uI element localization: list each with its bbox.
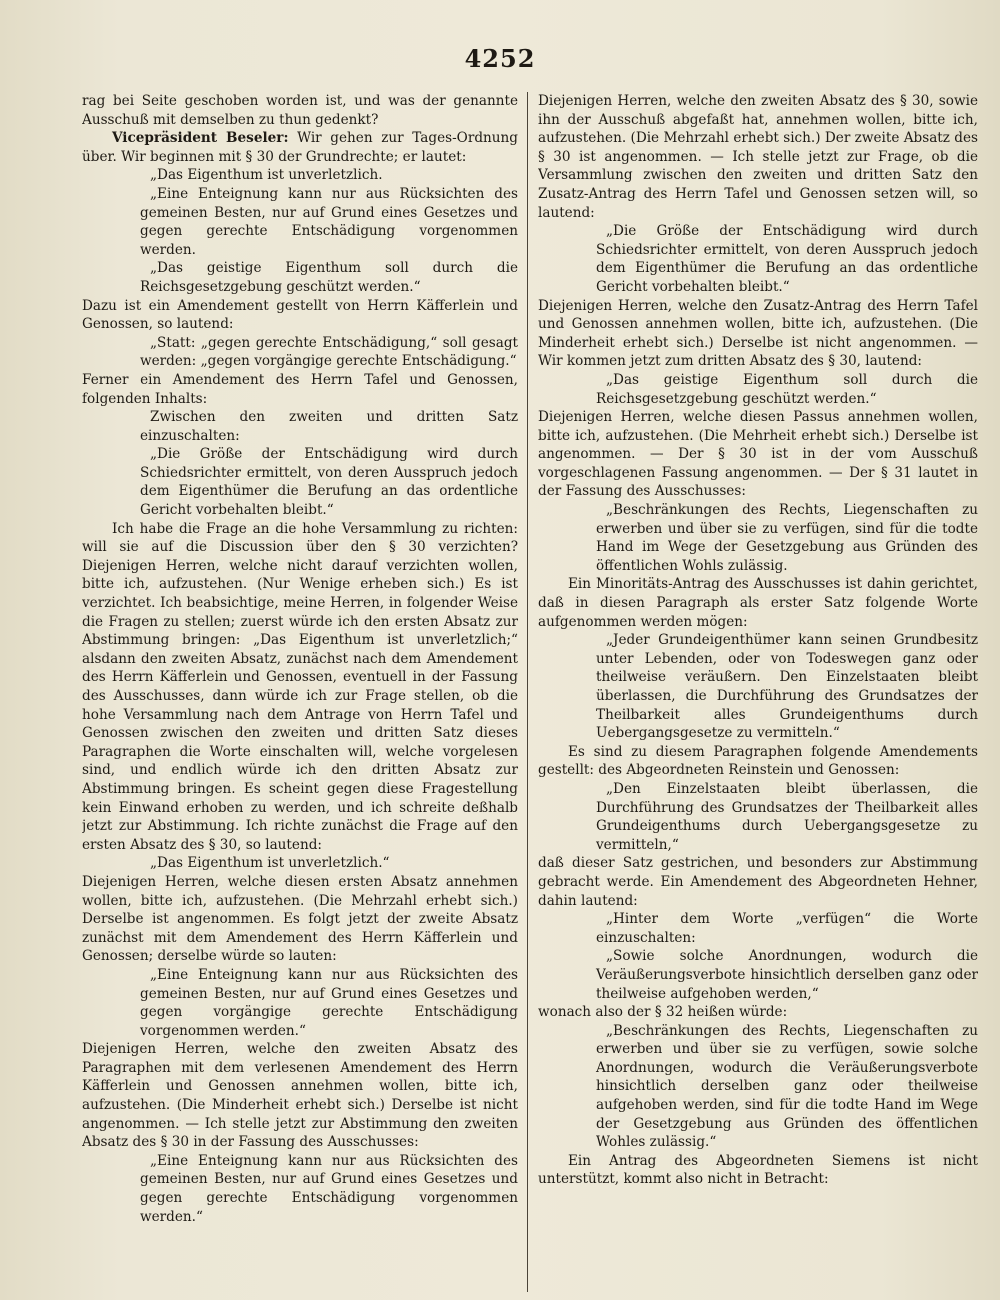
paragraph: Diejenigen Herren, welche den Zusatz-Antrag des Herrn Tafel und Genossen annehmen wollen, bitte ich, aufzustehen. (Die Minderheit erhebt sich.) Derselbe ist nicht angenommen. — Wir kommen jetzt zum dritten Absatz des § 30, lautend: [538, 297, 978, 370]
quoted-paragraph: „Den Einzelstaaten bleibt überlassen, die Durchführung des Grundsatzes der Theilbarkeit alles Grundeigenthums durch Uebergangsgesetze zu vermitteln,“ [596, 780, 978, 853]
paragraph: Ein Minoritäts-Antrag des Ausschusses ist dahin gerichtet, daß in diesen Paragraph als erster Satz folgende Worte aufgenommen werden mögen: [538, 576, 978, 630]
paragraph: Ferner ein Amendement des Herrn Tafel und Genossen, folgenden Inhalts: [82, 371, 518, 407]
quoted-paragraph: „Das geistige Eigenthum soll durch die Reichsgesetzgebung geschützt werden.“ [596, 371, 978, 407]
quoted-paragraph: „Eine Enteignung kann nur aus Rücksichten des gemeinen Besten, nur auf Grund eines Gesetzes und gegen vorgängige gerechte Entschädigung vorgenommen werden.“ [140, 966, 518, 1039]
paragraph: Diejenigen Herren, welche diesen Passus annehmen wollen, bitte ich, aufzustehen. (Die Mehrheit erhebt sich.) Derselbe ist angenommen. — Der § 30 ist in der vom Ausschuß vorgeschlagenen Fassung angenommen. — Der § 31 lautet in der Fassung des Ausschusses: [538, 409, 978, 500]
quoted-paragraph: „Hinter dem Worte „verfügen“ die Worte einzuschalten: [596, 911, 978, 946]
quoted-paragraph: „Statt: „gegen gerechte Entschädigung,“ soll gesagt werden: „gegen vorgängige gerechte Entschädigung.“ [140, 334, 518, 370]
quoted-paragraph: „Das Eigenthum ist unverletzlich. [150, 167, 383, 184]
speech-text: Wir gehen zur Tages-Ordnung über. Wir beginnen mit § 30 der Grundrechte; er lautet: [82, 130, 518, 165]
quoted-paragraph: „Eine Enteignung kann nur aus Rücksichten des gemeinen Besten, nur auf Grund eines Gesetzes und gegen gerechte Entschädigung vorgenommen werden. [140, 185, 518, 258]
paragraph [82, 129, 518, 166]
quoted-paragraph: „Die Größe der Entschädigung wird durch Schiedsrichter ermittelt, von deren Ausspruch jedoch dem Eigenthümer die Berufung an das ordentliche Gericht vorbehalten bleibt.“ [596, 223, 978, 295]
paragraph: Diejenigen Herren, welche diesen ersten Absatz annehmen wollen, bitte ich, aufzustehen. (Die Mehrzahl erhebt sich.) Derselbe ist angenommen. Es folgt jetzt der zweite Absatz zunächst mit dem Amendement des Herrn Käfferlein und Genossen; derselbe würde so lauten: [82, 873, 518, 965]
quoted-paragraph: „Eine Enteignung kann nur aus Rücksichten des gemeinen Besten, nur auf Grund eines Gesetzes und gegen gerechte Entschädigung vorgenommen werden.“ [140, 1152, 518, 1225]
quoted-paragraph: „Die Größe der Entschädigung wird durch Schiedsrichter ermittelt, von deren Ausspruch jedoch dem Eigenthümer die Berufung an das ordentliche Gericht vorbehalten bleibt.“ [140, 446, 518, 519]
left-column [82, 92, 518, 1292]
column-divider [527, 92, 528, 1292]
paragraph: wonach also der § 32 heißen würde: [538, 1004, 788, 1021]
quoted-paragraph: „Jeder Grundeigenthümer kann seinen Grundbesitz unter Lebenden, oder von Todeswegen ganz oder theilweise veräußern. Den Einzelstaaten bleibt überlassen, die Durchführung des Grundsatzes der Theilbarkeit alles Grundeigenthums durch Uebergangsgesetze zu vermitteln.“ [596, 632, 978, 742]
quoted-paragraph: „Das Eigenthum ist unverletzlich.“ [150, 855, 390, 872]
speaker-name: Vicepräsident Beseler: [112, 130, 289, 147]
paragraph: Ich habe die Frage an die hohe Versammlung zu richten: will sie auf die Discussion über den § 30 verzichten? Diejenigen Herren, welche nicht darauf verzichten wollen, bitte ich, aufzustehen. (Nur Wenige erheben sich.) Es ist verzichtet. Ich beabsichtige, meine Herren, in folgender Weise die Fragen zu stellen; zuerst würde ich den ersten Absatz zur Abstimmung bringen: „Das Eigenthum ist unverletzlich;“ alsdann den zweiten Absatz, zunächst nach dem Amendement des Herrn Käfferlein und Genossen, eventuell in der Fassung des Ausschusses, dann würde ich zur Frage stellen, ob die hohe Versammlung nach dem Antrage von Herrn Tafel und Genossen zwischen den zweiten und dritten Satz dieses Paragraphen die Worte einschalten will, welche vorgelesen sind, und endlich würde ich den dritten Absatz zur Abstimmung bringen. Es scheint gegen diese Fragestellung kein Einwand erhoben zu werden, und ich schreite deßhalb jetzt zur Abstimmung. Ich richte zunächst die Frage auf den ersten Absatz des § 30, so lautend: [82, 520, 518, 853]
quoted-paragraph: „Beschränkungen des Rechts, Liegenschaften zu erwerben und über sie zu verfügen, sind für die todte Hand im Wege der Gesetzgebung aus Gründen des öffentlichen Wohls zulässig. [596, 502, 978, 574]
quoted-paragraph: Zwischen den zweiten und dritten Satz einzuschalten: [140, 409, 518, 444]
page-number: 4252 [464, 44, 536, 73]
paragraph: Diejenigen Herren, welche den zweiten Absatz des Paragraphen mit dem verlesenen Amendement des Herrn Käfferlein und Genossen annehmen wollen, bitte ich, aufzustehen. (Die Minderheit erhebt sich.) Derselbe ist nicht angenommen. — Ich stelle jetzt zur Abstimmung den zweiten Absatz des § 30 in der Fassung des Ausschusses: [82, 1041, 518, 1151]
paragraph: rag bei Seite geschoben worden ist, und was der genannte Ausschuß mit demselben zu thun gedenkt? [82, 93, 518, 128]
quoted-paragraph: „Sowie solche Anordnungen, wodurch die Veräußerungsverbote hinsichtlich derselben ganz oder theilweise aufgehoben werden,“ [596, 948, 978, 1002]
paragraph: Diejenigen Herren, welche den zweiten Absatz des § 30, sowie ihn der Ausschuß abgefaßt hat, annehmen wollen, bitte ich, aufzustehen. (Die Mehrzahl erhebt sich.) Der zweite Absatz des § 30 ist angenommen. — Ich stelle jetzt zur Frage, ob die Versammlung zwischen den zweiten und dritten Satz den Zusatz-Antrag des Herrn Tafel und Genossen setzen will, so lautend: [538, 93, 978, 221]
quoted-paragraph: „Das geistige Eigenthum soll durch die Reichsgesetzgebung geschützt werden.“ [140, 260, 518, 295]
paragraph: daß dieser Satz gestrichen, und besonders zur Abstimmung gebracht werde. Ein Amendement des Abgeordneten Hehner, dahin lautend: [538, 855, 978, 909]
paragraph: Dazu ist ein Amendement gestellt von Herrn Käfferlein und Genossen, so lautend: [82, 297, 518, 333]
right-column [538, 92, 978, 1292]
paragraph: Ein Antrag des Abgeordneten Siemens ist nicht unterstützt, kommt also nicht in Betracht: [538, 1152, 978, 1188]
quoted-paragraph: „Beschränkungen des Rechts, Liegenschaften zu erwerben und über sie zu verfügen, sowie solche Anordnungen, wodurch die Veräußerungsverbote hinsichtlich derselben ganz oder theilweise aufgehoben werden, sind für die todte Hand im Wege der Gesetzgebung aus Gründen des öffentlichen Wohles zulässig.“ [596, 1022, 978, 1151]
paragraph: Es sind zu diesem Paragraphen folgende Amendements gestellt: des Abgeordneten Reinstein und Genossen: [538, 743, 978, 779]
